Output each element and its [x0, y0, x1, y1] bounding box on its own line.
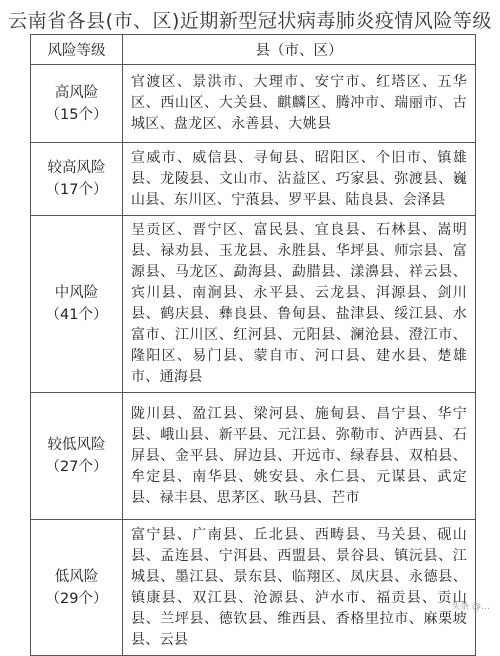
table-row: [31, 393, 476, 520]
risk-level-table: [30, 34, 476, 656]
page-title: 云南省各县(市、区)近期新型冠状病毒肺炎疫情风险等级: [8, 10, 492, 32]
table-header-row: [31, 35, 476, 65]
risk-level-cell: [31, 216, 123, 393]
county-list-cell: 富宁县、广南县、丘北县、西畴县、马关县、砚山县、孟连县、宁洱县、西盟县、景谷县、镇沅县、江城县、墨江县、景东县、临翔区、凤庆县、永德县、镇康县、双江县、沧源县、泸水市、福贡县、贡山县、兰坪县、德钦县、维西县、香格里拉市、麻栗坡县、云县: [123, 520, 476, 656]
header-county: 县（市、区）: [123, 35, 476, 65]
risk-level-label: 低风险: [54, 568, 99, 585]
risk-level-cell: [31, 520, 123, 656]
header-risk-level: 风险等级: [31, 35, 123, 65]
risk-level-label: 较高风险: [47, 160, 106, 176]
risk-level-cell: [31, 65, 123, 143]
risk-level-count: （41个）: [45, 307, 108, 323]
county-list-cell: 陇川县、盈江县、梁河县、施甸县、昌宁县、华宁县、峨山县、新平县、元江县、弥勒市、泸西县、石屏县、金平县、屏边县、开远市、绿春县、双柏县、牟定县、南华县、姚安县、永仁县、元谋县、武定县、禄丰县、思茅区、耿马县、芒市: [123, 393, 476, 520]
risk-level-count: （27个）: [45, 459, 108, 475]
risk-level-count: （17个）: [45, 182, 108, 198]
risk-level-label: 中风险: [54, 285, 99, 301]
risk-level-count: （29个）: [45, 590, 108, 607]
risk-level-cell: [31, 393, 123, 520]
table-row: [31, 216, 476, 393]
table-row: [31, 143, 476, 216]
county-list-cell: 官渡区、景洪市、大理市、安宁市、红塔区、五华区、西山区、大关县、麒麟区、腾冲市、瑞丽市、古城区、盘龙区、永善县、大姚县: [123, 65, 476, 143]
table-row: [31, 65, 476, 143]
risk-level-count: （15个）: [45, 106, 108, 123]
risk-level-label: 较低风险: [47, 437, 106, 453]
risk-level-cell: [31, 143, 123, 216]
watermark: 头条 @…: [451, 602, 490, 612]
risk-level-label: 高风险: [54, 84, 99, 101]
table-row: [31, 520, 476, 656]
county-list-cell: 宣威市、威信县、寻甸县、昭阳区、个旧市、镇雄县、龙陵县、文山市、沾益区、巧家县、弥渡县、巍山县、东川区、宁蒗县、罗平县、陆良县、会泽县: [123, 143, 476, 216]
county-list-cell: 呈贡区、晋宁区、富民县、宜良县、石林县、嵩明县、禄劝县、玉龙县、永胜县、华坪县、师宗县、富源县、马龙区、勐海县、勐腊县、漾濞县、祥云县、宾川县、南涧县、永平县、云龙县、洱源县、剑川县、鹤庆县、彝良县、鲁甸县、盐津县、绥江县、水富市、江川区、红河县、元阳县、澜沧县、澄江市、隆阳区、易门县、蒙自市、河口县、建水县、楚雄市、通海县: [123, 216, 476, 393]
